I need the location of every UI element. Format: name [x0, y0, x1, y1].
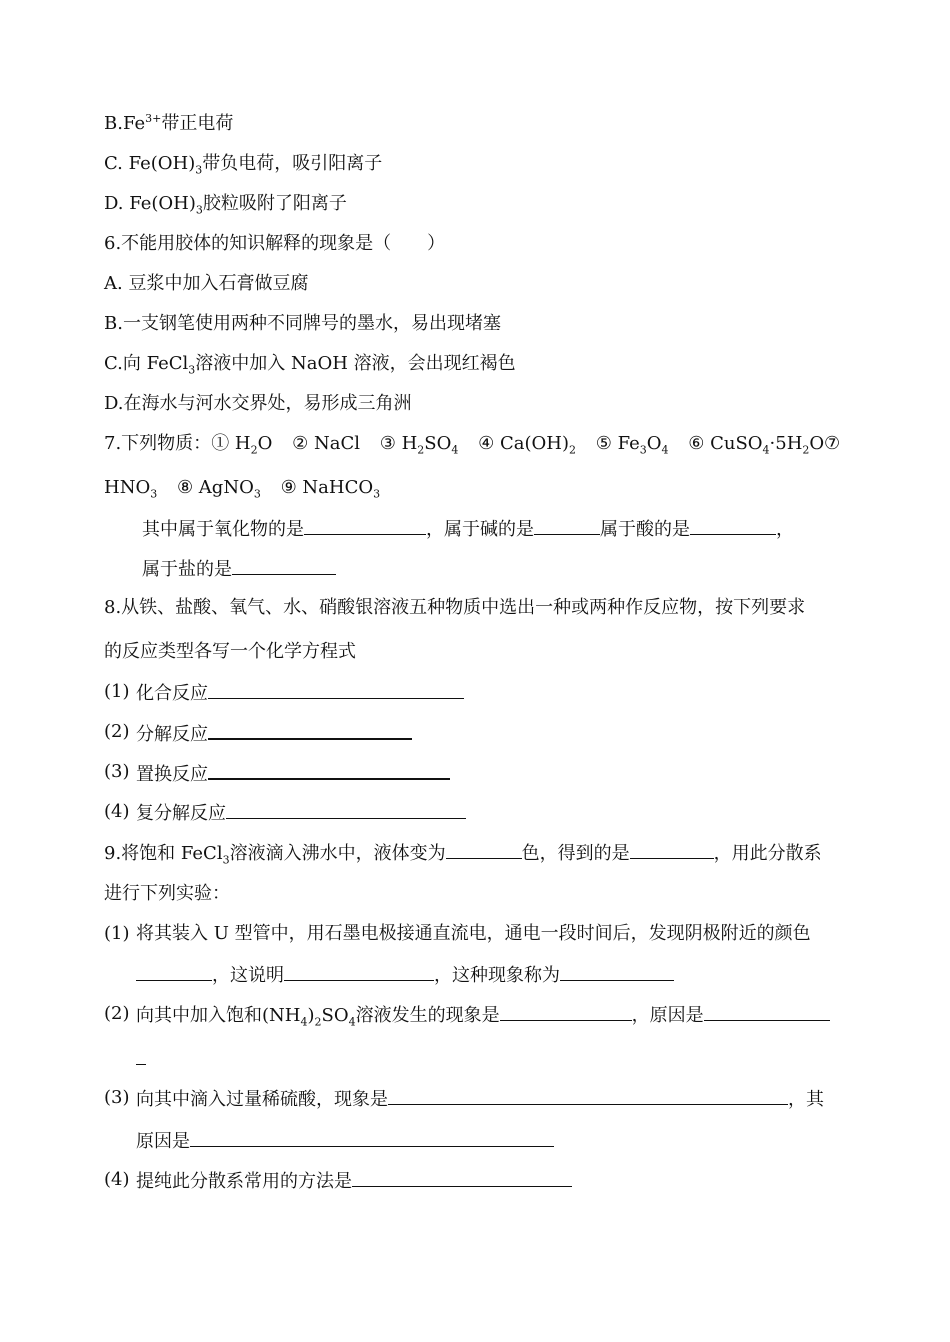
answer-blank-combination[interactable]: [208, 680, 464, 699]
text: O: [257, 433, 273, 454]
text: ⑥ CuSO: [688, 433, 763, 454]
q8-stem-line2: 的反应类型各写一个化学方程式: [104, 641, 356, 662]
subscript: 3: [639, 443, 647, 457]
text: ·5H: [769, 433, 803, 454]
q8-item-3-number: (3): [104, 761, 130, 782]
q8-item-4-number: (4): [104, 801, 130, 822]
subscript: 3: [195, 163, 203, 177]
text: 带正电荷: [161, 113, 234, 134]
text: ): [307, 1005, 315, 1026]
subscript: 3: [195, 203, 203, 217]
text: D. Fe(OH): [104, 193, 196, 214]
answer-blank-base[interactable]: [534, 516, 600, 535]
subscript: 2: [250, 443, 258, 457]
text: 7.下列物质：: [104, 433, 212, 454]
q7-item-7: ⑦: [824, 433, 841, 454]
subscript: 2: [802, 443, 810, 457]
answer-blank-product[interactable]: [630, 840, 714, 859]
text: ，这种现象称为: [434, 965, 560, 986]
text: 胶粒吸附了阳离子: [202, 193, 347, 214]
subscript: 2: [568, 443, 576, 457]
subscript: 2: [314, 1015, 322, 1029]
text: 色，得到的是: [521, 843, 630, 864]
q9-part-1-line2: [136, 962, 674, 988]
text: C.向 FeCl: [104, 353, 189, 374]
answer-blank-oxide[interactable]: [304, 516, 426, 535]
q9-part-3-number: (3): [104, 1087, 130, 1108]
subscript: 4: [661, 443, 669, 457]
text: 提纯此分散系常用的方法是: [136, 1171, 352, 1192]
text: 带负电荷，吸引阳离子: [202, 153, 383, 174]
text: 向其中滴入过量稀硫酸，现象是: [136, 1089, 388, 1110]
text: ⑤ Fe: [595, 433, 640, 454]
text: C. Fe(OH): [104, 153, 196, 174]
answer-blank-double-displacement[interactable]: [226, 800, 466, 819]
answer-blank-acid-reason[interactable]: [190, 1128, 554, 1147]
q9-part-3-line1: [136, 1086, 824, 1112]
answer-blank-continued[interactable]: [136, 1046, 146, 1065]
q8-item-1-number: (1): [104, 681, 130, 702]
superscript: 3+: [145, 112, 162, 125]
subscript: 4: [762, 443, 770, 457]
answer-blank-cathode-color[interactable]: [136, 962, 212, 981]
answer-blank-salt-reason[interactable]: [704, 1002, 830, 1021]
q7-items-line2: [104, 476, 380, 500]
q8-item-4: [136, 800, 466, 826]
q9-part-2-number: (2): [104, 1003, 130, 1024]
answer-blank-color[interactable]: [446, 840, 522, 859]
answer-blank-salt-phenomenon[interactable]: [500, 1002, 632, 1021]
text: ，其: [788, 1089, 824, 1110]
answer-blank-acid-phenomenon[interactable]: [388, 1086, 788, 1105]
q5-option-d: [104, 192, 347, 216]
text: 复分解反应: [136, 803, 226, 824]
q7-answer-line1: [142, 516, 794, 542]
answer-blank-phenomenon[interactable]: [560, 962, 674, 981]
q7-answer-line2: [142, 556, 336, 582]
text: ，: [776, 519, 794, 540]
answer-blank-displacement[interactable]: [208, 760, 450, 780]
text: 其中属于氧化物的是: [142, 519, 304, 540]
q9-part-1-line1: 将其装入 U 型管中，用石墨电极接通直流电，通电一段时间后，发现阴极附近的颜色: [136, 923, 811, 944]
text: ，属于碱的是: [426, 519, 534, 540]
text: 属于盐的是: [142, 559, 232, 580]
q9-part-1-number: (1): [104, 923, 130, 944]
q9-part-4-number: (4): [104, 1169, 130, 1190]
text: B.Fe: [104, 113, 146, 134]
q7-stem: [104, 432, 846, 456]
text: HNO: [104, 477, 151, 498]
text: 分解反应: [136, 724, 208, 745]
q6-option-a: A. 豆浆中加入石膏做豆腐: [104, 273, 309, 294]
subscript: 3: [150, 487, 158, 501]
q8-stem-line1: 8.从铁、盐酸、氧气、水、硝酸银溶液五种物质中选出一种或两种作反应物，按下列要求: [104, 597, 806, 618]
text: O: [646, 433, 662, 454]
text: ，原因是: [631, 1005, 704, 1026]
text: 9.将饱和 FeCl: [104, 843, 223, 864]
text: ③ H: [379, 433, 418, 454]
text: 化合反应: [136, 683, 208, 704]
q8-item-2-number: (2): [104, 721, 130, 742]
text: 原因是: [136, 1131, 190, 1152]
q6-option-b: B.一支钢笔使用两种不同牌号的墨水，易出现堵塞: [104, 313, 501, 334]
subscript: 2: [417, 443, 425, 457]
q8-item-1: [136, 680, 464, 706]
subscript: 3: [222, 853, 230, 867]
text: 置换反应: [136, 764, 208, 785]
text: SO: [321, 1005, 349, 1026]
text: ① H: [211, 433, 251, 454]
q9-part-2-line1: [136, 1002, 830, 1028]
answer-blank-acid[interactable]: [690, 516, 776, 535]
text: ⑨ NaHCO: [280, 477, 374, 498]
text: 向其中加入饱和(NH: [136, 1005, 301, 1026]
q9-stem-line1: [104, 840, 822, 866]
answer-blank-purification[interactable]: [352, 1168, 572, 1187]
q5-option-c: [104, 152, 382, 176]
q9-part-3-line2: [136, 1128, 554, 1154]
text: 属于酸的是: [600, 519, 690, 540]
q9-stem-line2: 进行下列实验：: [104, 883, 230, 904]
text: O: [809, 433, 825, 454]
q6-stem: 6.不能用胶体的知识解释的现象是（ ）: [104, 233, 446, 254]
subscript: 4: [348, 1015, 356, 1029]
q9-part-4-line1: [136, 1168, 572, 1194]
subscript: 3: [373, 487, 381, 501]
q9-part-2-line2: [136, 1046, 146, 1072]
text: SO: [424, 433, 452, 454]
subscript: 4: [451, 443, 459, 457]
text: ④ Ca(OH): [478, 433, 569, 454]
q8-item-2: [136, 720, 412, 747]
q6-option-d: D.在海水与河水交界处，易形成三角洲: [104, 393, 412, 414]
subscript: 4: [300, 1015, 308, 1029]
text: ⑧ AgNO: [176, 477, 254, 498]
text: ，用此分散系: [713, 843, 822, 864]
q8-item-3: [136, 760, 450, 787]
q6-option-c: [104, 352, 516, 376]
subscript: 3: [253, 487, 261, 501]
text: 溶液发生的现象是: [355, 1005, 500, 1026]
subscript: 3: [188, 363, 196, 377]
answer-blank-salt[interactable]: [232, 556, 336, 575]
text: ② NaCl: [292, 433, 360, 454]
answer-blank-decomposition[interactable]: [208, 720, 412, 740]
answer-blank-explanation[interactable]: [284, 962, 434, 981]
text: ，这说明: [212, 965, 284, 986]
text: 溶液中加入 NaOH 溶液，会出现红褐色: [195, 353, 516, 374]
text: 溶液滴入沸水中，液体变为: [229, 843, 446, 864]
q5-option-b: [104, 112, 233, 136]
